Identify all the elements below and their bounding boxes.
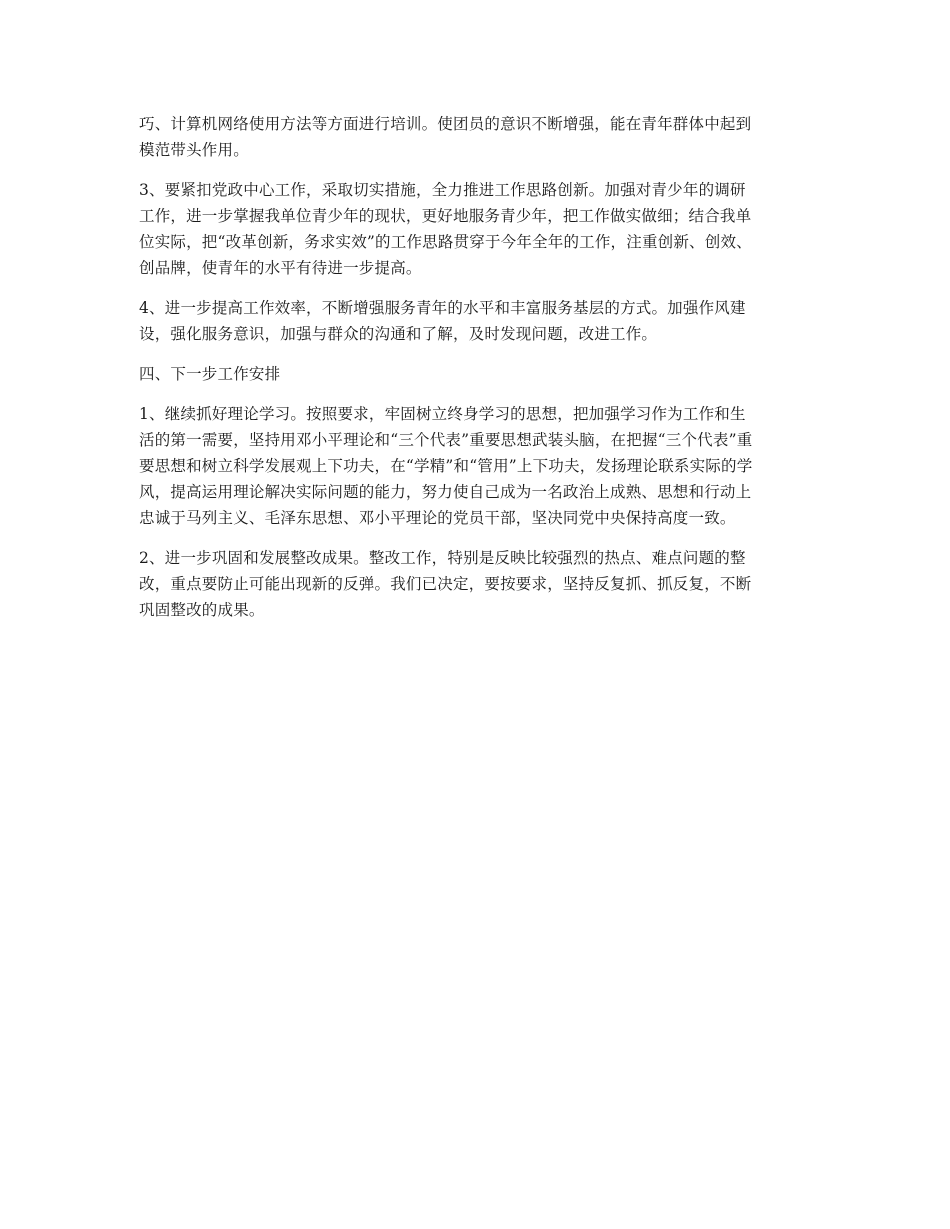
text-line: 工作，进一步掌握我单位青少年的现状，更好地服务青少年，把工作做实做细；结合我单 — [139, 207, 752, 225]
text-line: 位实际，把“改革创新，务求实效”的工作思路贯穿于今年全年的工作，注重创新、创效、 — [139, 233, 752, 251]
paragraph-next-2 — [139, 545, 811, 623]
text-line: 创品牌，使青年的水平有待进一步提高。 — [139, 259, 422, 277]
section-heading — [139, 361, 811, 387]
text-line: 巩固整改的成果。 — [139, 601, 265, 619]
text-line: 3、要紧扣党政中心工作，采取切实措施，全力推进工作思路创新。加强对青少年的调研 — [139, 181, 746, 199]
text-line: 活的第一需要，坚持用邓小平理论和“三个代表”重要思想武装头脑，在把握“三个代表”重 — [139, 431, 753, 449]
paragraph-item-4 — [139, 295, 811, 347]
text-line: 2、进一步巩固和发展整改成果。整改工作，特别是反映比较强烈的热点、难点问题的整 — [139, 549, 746, 567]
text-line: 4、进一步提高工作效率，不断增强服务青年的水平和丰富服务基层的方式。加强作风建 — [139, 299, 746, 317]
text-line: 巧、计算机网络使用方法等方面进行培训。使团员的意识不断增强，能在青年群体中起到 — [139, 115, 752, 133]
text-line: 1、继续抓好理论学习。按照要求，牢固树立终身学习的思想，把加强学习作为工作和生 — [139, 405, 746, 423]
paragraph-item-3 — [139, 177, 811, 281]
text-line: 模范带头作用。 — [139, 141, 249, 159]
text-line: 改，重点要防止可能出现新的反弹。我们已决定，要按要求，坚持反复抓、抓反复，不断 — [139, 575, 752, 593]
paragraph-continuation — [139, 111, 811, 163]
paragraph-next-1 — [139, 401, 811, 531]
heading-line: 四、下一步工作安排 — [139, 365, 281, 383]
text-line: 设，强化服务意识，加强与群众的沟通和了解，及时发现问题，改进工作。 — [139, 325, 658, 343]
text-line: 风，提高运用理论解决实际问题的能力，努力使自己成为一名政治上成熟、思想和行动上 — [139, 483, 752, 501]
document-page — [139, 111, 811, 637]
text-line: 忠诚于马列主义、毛泽东思想、邓小平理论的党员干部，坚决同党中央保持高度一致。 — [139, 509, 736, 527]
text-line: 要思想和树立科学发展观上下功夫，在“学精”和“管用”上下功夫，发扬理论联系实际的学 — [139, 457, 753, 475]
